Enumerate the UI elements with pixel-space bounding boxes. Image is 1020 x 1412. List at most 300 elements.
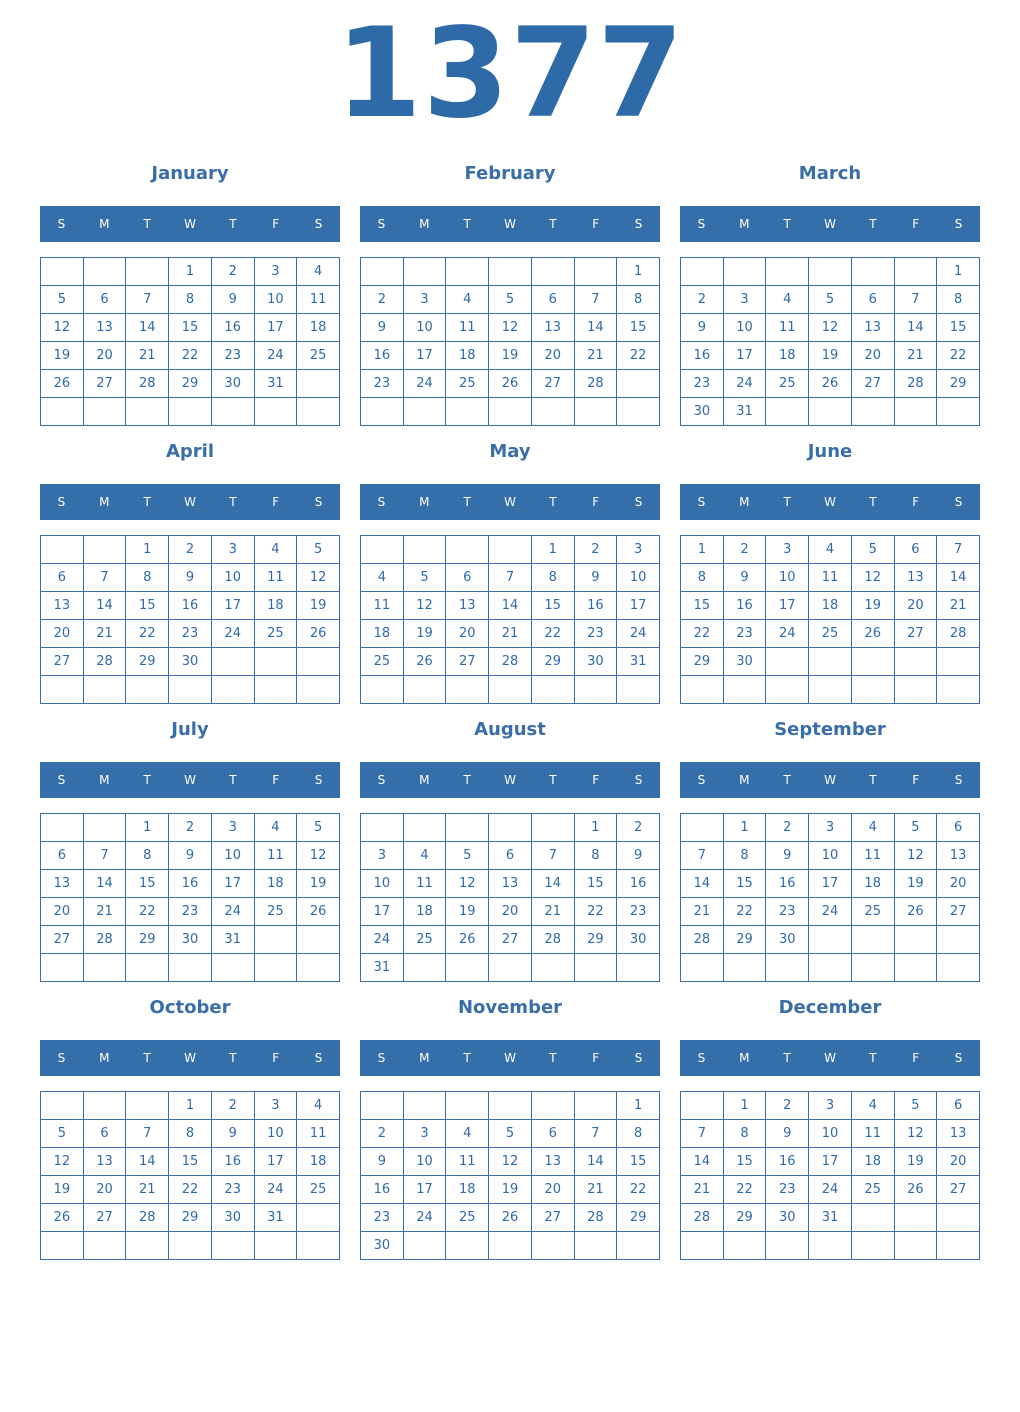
day-cell: 22: [617, 1176, 660, 1204]
empty-cell: [126, 398, 169, 426]
day-cell: 26: [404, 648, 447, 676]
day-cell: 4: [297, 1092, 340, 1120]
day-cell: 2: [169, 536, 212, 564]
empty-cell: [489, 1092, 532, 1120]
empty-cell: [724, 954, 767, 982]
empty-cell: [852, 398, 895, 426]
day-cell: 29: [617, 1204, 660, 1232]
weekday-header: [360, 1040, 660, 1076]
day-cell: 18: [766, 342, 809, 370]
day-cell: 23: [681, 370, 724, 398]
day-cell: 24: [617, 620, 660, 648]
day-cell: 23: [212, 1176, 255, 1204]
empty-cell: [255, 926, 298, 954]
day-cell: 9: [212, 286, 255, 314]
empty-cell: [255, 676, 298, 704]
empty-cell: [84, 954, 127, 982]
day-cell: 14: [126, 314, 169, 342]
empty-cell: [617, 954, 660, 982]
empty-cell: [446, 1232, 489, 1260]
day-cell: 4: [446, 1120, 489, 1148]
day-cell: 2: [681, 286, 724, 314]
day-cell: 4: [404, 842, 447, 870]
day-cell: 27: [895, 620, 938, 648]
day-cell: 18: [297, 1148, 340, 1176]
empty-cell: [169, 954, 212, 982]
day-cell: 11: [852, 1120, 895, 1148]
empty-cell: [404, 536, 447, 564]
weekday-label: W: [184, 217, 196, 231]
empty-cell: [41, 676, 84, 704]
empty-cell: [852, 676, 895, 704]
day-cell: 24: [255, 1176, 298, 1204]
day-cell: 4: [446, 286, 489, 314]
weekday-label: M: [739, 1051, 750, 1065]
empty-cell: [361, 398, 404, 426]
weekday-label: F: [272, 773, 280, 787]
weekday-label: S: [377, 217, 386, 231]
empty-cell: [446, 258, 489, 286]
day-cell: 23: [724, 620, 767, 648]
day-cell: 7: [895, 286, 938, 314]
day-cell: 9: [617, 842, 660, 870]
day-cell: 15: [937, 314, 980, 342]
day-cell: 19: [297, 870, 340, 898]
weekday-label: M: [419, 217, 430, 231]
day-cell: 21: [575, 342, 618, 370]
day-cell: 28: [681, 1204, 724, 1232]
empty-cell: [446, 536, 489, 564]
empty-cell: [809, 1232, 852, 1260]
day-cell: 11: [255, 842, 298, 870]
weekday-label: W: [824, 773, 836, 787]
day-cell: 21: [681, 898, 724, 926]
weekday-label: S: [57, 495, 66, 509]
day-cell: 17: [212, 870, 255, 898]
day-cell: 4: [809, 536, 852, 564]
weekday-header: [40, 484, 340, 520]
day-cell: 14: [126, 1148, 169, 1176]
day-cell: 10: [766, 564, 809, 592]
day-cell: 9: [169, 842, 212, 870]
day-cell: 2: [169, 814, 212, 842]
empty-cell: [532, 1232, 575, 1260]
empty-cell: [84, 258, 127, 286]
weekday-label: M: [99, 217, 110, 231]
month-december: [680, 993, 980, 1225]
weekday-label: T: [549, 495, 557, 509]
day-cell: 18: [255, 592, 298, 620]
empty-cell: [212, 648, 255, 676]
empty-cell: [766, 1232, 809, 1260]
weekday-label: S: [634, 495, 643, 509]
day-cell: 1: [169, 258, 212, 286]
day-cell: 1: [724, 814, 767, 842]
day-cell: 22: [126, 620, 169, 648]
empty-cell: [681, 1232, 724, 1260]
day-cell: 11: [297, 286, 340, 314]
day-grid: [680, 1091, 980, 1260]
day-cell: 7: [575, 1120, 618, 1148]
empty-cell: [852, 954, 895, 982]
day-cell: 10: [404, 1148, 447, 1176]
day-cell: 24: [212, 898, 255, 926]
day-cell: 30: [575, 648, 618, 676]
day-cell: 24: [809, 898, 852, 926]
day-cell: 4: [766, 286, 809, 314]
empty-cell: [532, 1092, 575, 1120]
day-cell: 12: [404, 592, 447, 620]
day-cell: 3: [255, 258, 298, 286]
month-title: January: [151, 163, 229, 184]
empty-cell: [895, 398, 938, 426]
day-cell: 6: [41, 564, 84, 592]
weekday-label: S: [954, 773, 963, 787]
day-cell: 16: [575, 592, 618, 620]
day-cell: 10: [212, 564, 255, 592]
empty-cell: [852, 648, 895, 676]
day-cell: 11: [361, 592, 404, 620]
weekday-label: T: [463, 495, 471, 509]
day-cell: 22: [681, 620, 724, 648]
day-cell: 26: [489, 370, 532, 398]
day-cell: 10: [255, 286, 298, 314]
month-title: September: [774, 719, 886, 740]
day-cell: 3: [212, 814, 255, 842]
day-cell: 2: [766, 1092, 809, 1120]
day-cell: 25: [766, 370, 809, 398]
weekday-label: F: [592, 495, 600, 509]
weekday-label: M: [99, 773, 110, 787]
day-cell: 19: [446, 898, 489, 926]
day-cell: 22: [169, 1176, 212, 1204]
day-cell: 18: [852, 870, 895, 898]
day-cell: 20: [895, 592, 938, 620]
weekday-header: [360, 762, 660, 798]
day-cell: 4: [852, 1092, 895, 1120]
day-cell: 16: [681, 342, 724, 370]
day-grid: [360, 813, 660, 982]
weekday-label: T: [143, 1051, 151, 1065]
day-cell: 18: [255, 870, 298, 898]
day-cell: 10: [255, 1120, 298, 1148]
day-cell: 26: [895, 898, 938, 926]
empty-cell: [126, 954, 169, 982]
day-grid: [680, 257, 980, 426]
year-title: 1377: [335, 2, 685, 146]
day-cell: 5: [446, 842, 489, 870]
day-cell: 24: [404, 1204, 447, 1232]
day-cell: 8: [126, 842, 169, 870]
day-cell: 1: [617, 1092, 660, 1120]
weekday-label: S: [634, 1051, 643, 1065]
empty-cell: [895, 954, 938, 982]
day-cell: 13: [446, 592, 489, 620]
empty-cell: [255, 954, 298, 982]
day-cell: 9: [766, 842, 809, 870]
day-cell: 25: [404, 926, 447, 954]
day-cell: 3: [724, 286, 767, 314]
weekday-label: S: [57, 1051, 66, 1065]
day-grid: [360, 257, 660, 426]
empty-cell: [297, 676, 340, 704]
empty-cell: [575, 954, 618, 982]
day-cell: 19: [895, 1148, 938, 1176]
day-cell: 6: [41, 842, 84, 870]
day-cell: 30: [617, 926, 660, 954]
empty-cell: [852, 1232, 895, 1260]
weekday-label: S: [314, 1051, 323, 1065]
day-cell: 2: [361, 286, 404, 314]
month-august: [360, 715, 660, 975]
day-cell: 2: [766, 814, 809, 842]
day-cell: 31: [617, 648, 660, 676]
day-cell: 16: [766, 870, 809, 898]
day-cell: 27: [84, 370, 127, 398]
weekday-label: T: [143, 773, 151, 787]
day-cell: 10: [404, 314, 447, 342]
day-cell: 15: [126, 870, 169, 898]
day-cell: 24: [724, 370, 767, 398]
day-cell: 29: [681, 648, 724, 676]
day-cell: 20: [446, 620, 489, 648]
empty-cell: [404, 814, 447, 842]
day-cell: 14: [937, 564, 980, 592]
day-cell: 26: [895, 1176, 938, 1204]
day-cell: 18: [446, 342, 489, 370]
weekday-header: [40, 762, 340, 798]
month-april: [40, 437, 340, 669]
day-cell: 16: [212, 314, 255, 342]
day-cell: 26: [446, 926, 489, 954]
day-cell: 13: [532, 314, 575, 342]
weekday-label: F: [592, 773, 600, 787]
day-cell: 10: [617, 564, 660, 592]
day-cell: 30: [766, 926, 809, 954]
day-cell: 21: [532, 898, 575, 926]
day-cell: 30: [169, 648, 212, 676]
day-cell: 24: [809, 1176, 852, 1204]
day-cell: 5: [489, 286, 532, 314]
weekday-label: S: [57, 773, 66, 787]
weekday-label: M: [419, 773, 430, 787]
day-cell: 1: [937, 258, 980, 286]
day-cell: 26: [809, 370, 852, 398]
day-cell: 7: [681, 1120, 724, 1148]
day-cell: 28: [681, 926, 724, 954]
day-cell: 1: [617, 258, 660, 286]
empty-cell: [41, 1092, 84, 1120]
day-cell: 20: [532, 1176, 575, 1204]
month-title: March: [798, 163, 862, 184]
empty-cell: [724, 676, 767, 704]
day-cell: 23: [361, 1204, 404, 1232]
day-grid: [40, 1091, 340, 1260]
weekday-label: T: [463, 773, 471, 787]
empty-cell: [297, 398, 340, 426]
empty-cell: [446, 954, 489, 982]
day-cell: 9: [724, 564, 767, 592]
day-cell: 7: [681, 842, 724, 870]
weekday-label: T: [869, 1051, 877, 1065]
day-cell: 8: [575, 842, 618, 870]
empty-cell: [169, 676, 212, 704]
empty-cell: [617, 398, 660, 426]
empty-cell: [852, 258, 895, 286]
day-cell: 7: [532, 842, 575, 870]
empty-cell: [681, 676, 724, 704]
empty-cell: [681, 954, 724, 982]
day-cell: 6: [84, 1120, 127, 1148]
weekday-label: T: [229, 773, 237, 787]
day-cell: 15: [169, 1148, 212, 1176]
day-cell: 1: [724, 1092, 767, 1120]
day-cell: 4: [255, 536, 298, 564]
weekday-label: W: [504, 773, 516, 787]
day-cell: 12: [41, 1148, 84, 1176]
empty-cell: [489, 398, 532, 426]
day-cell: 23: [766, 1176, 809, 1204]
empty-cell: [446, 398, 489, 426]
empty-cell: [809, 676, 852, 704]
day-cell: 27: [937, 1176, 980, 1204]
weekday-header: [40, 1040, 340, 1076]
day-cell: 16: [766, 1148, 809, 1176]
day-cell: 18: [852, 1148, 895, 1176]
day-cell: 30: [212, 370, 255, 398]
day-cell: 26: [297, 898, 340, 926]
weekday-label: T: [869, 773, 877, 787]
empty-cell: [255, 1232, 298, 1260]
day-cell: 8: [126, 564, 169, 592]
day-cell: 13: [41, 592, 84, 620]
day-cell: 6: [532, 286, 575, 314]
month-september: [680, 715, 980, 947]
day-cell: 17: [404, 342, 447, 370]
day-cell: 19: [489, 1176, 532, 1204]
day-cell: 9: [681, 314, 724, 342]
day-cell: 13: [84, 314, 127, 342]
day-cell: 17: [361, 898, 404, 926]
day-cell: 10: [724, 314, 767, 342]
empty-cell: [489, 536, 532, 564]
weekday-label: F: [592, 217, 600, 231]
empty-cell: [532, 814, 575, 842]
day-cell: 4: [361, 564, 404, 592]
day-cell: 30: [361, 1232, 404, 1260]
empty-cell: [41, 814, 84, 842]
empty-cell: [84, 814, 127, 842]
day-grid: [680, 813, 980, 982]
day-cell: 17: [617, 592, 660, 620]
day-cell: 22: [724, 898, 767, 926]
empty-cell: [84, 676, 127, 704]
day-cell: 8: [617, 286, 660, 314]
day-cell: 27: [852, 370, 895, 398]
empty-cell: [404, 398, 447, 426]
empty-cell: [766, 398, 809, 426]
day-cell: 12: [297, 842, 340, 870]
day-cell: 28: [126, 1204, 169, 1232]
day-cell: 5: [489, 1120, 532, 1148]
weekday-label: S: [954, 495, 963, 509]
day-cell: 7: [937, 536, 980, 564]
day-cell: 10: [809, 1120, 852, 1148]
day-cell: 16: [617, 870, 660, 898]
weekday-label: F: [912, 1051, 920, 1065]
day-cell: 2: [361, 1120, 404, 1148]
empty-cell: [212, 676, 255, 704]
day-cell: 7: [575, 286, 618, 314]
day-cell: 29: [724, 1204, 767, 1232]
day-cell: 11: [404, 870, 447, 898]
weekday-label: W: [184, 1051, 196, 1065]
empty-cell: [446, 1092, 489, 1120]
day-cell: 17: [212, 592, 255, 620]
day-cell: 25: [255, 620, 298, 648]
empty-cell: [617, 370, 660, 398]
empty-cell: [681, 814, 724, 842]
empty-cell: [617, 676, 660, 704]
day-cell: 23: [617, 898, 660, 926]
weekday-label: S: [634, 773, 643, 787]
day-cell: 15: [617, 314, 660, 342]
day-cell: 18: [809, 592, 852, 620]
weekday-label: S: [697, 1051, 706, 1065]
month-january: [40, 159, 340, 391]
day-cell: 23: [169, 620, 212, 648]
empty-cell: [255, 648, 298, 676]
weekday-label: M: [739, 217, 750, 231]
day-cell: 26: [41, 1204, 84, 1232]
day-cell: 12: [809, 314, 852, 342]
weekday-label: S: [314, 495, 323, 509]
day-cell: 30: [169, 926, 212, 954]
day-cell: 18: [361, 620, 404, 648]
day-cell: 11: [766, 314, 809, 342]
day-cell: 23: [169, 898, 212, 926]
weekday-header: [680, 484, 980, 520]
weekday-label: F: [912, 773, 920, 787]
empty-cell: [809, 954, 852, 982]
day-cell: 8: [937, 286, 980, 314]
empty-cell: [532, 954, 575, 982]
empty-cell: [126, 676, 169, 704]
weekday-label: M: [99, 495, 110, 509]
day-cell: 5: [41, 286, 84, 314]
empty-cell: [766, 954, 809, 982]
day-cell: 7: [126, 1120, 169, 1148]
empty-cell: [681, 258, 724, 286]
day-cell: 12: [895, 842, 938, 870]
day-cell: 8: [617, 1120, 660, 1148]
weekday-label: W: [824, 1051, 836, 1065]
empty-cell: [297, 926, 340, 954]
empty-cell: [895, 926, 938, 954]
empty-cell: [212, 954, 255, 982]
day-cell: 6: [937, 814, 980, 842]
empty-cell: [169, 1232, 212, 1260]
day-cell: 5: [41, 1120, 84, 1148]
weekday-label: S: [377, 495, 386, 509]
day-cell: 20: [937, 870, 980, 898]
day-cell: 22: [724, 1176, 767, 1204]
day-cell: 20: [937, 1148, 980, 1176]
day-cell: 1: [681, 536, 724, 564]
day-cell: 26: [489, 1204, 532, 1232]
month-title: October: [149, 997, 231, 1018]
day-cell: 31: [212, 926, 255, 954]
